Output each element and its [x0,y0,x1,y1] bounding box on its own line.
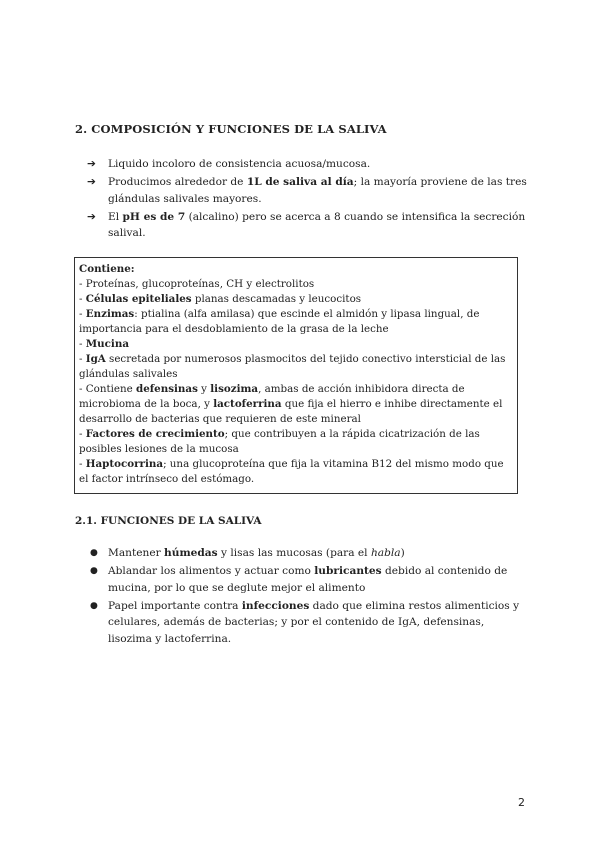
item-text: Liquido incoloro de consistencia acuosa/mucosa. [108,158,371,170]
item-text: Ablandar los alimentos y actuar como lubricantes debido al contenido de mucina, por lo que se deglute mejor el alimento [108,565,508,594]
section-heading: 2. COMPOSICIÓN Y FUNCIONES DE LA SALIVA [75,122,387,136]
box-line: - Enzimas: ptialina (alfa amilasa) que escinde el almidón y lipasa lingual, de importancia para el desdoblamiento de la grasa de la leche [79,308,480,335]
box-heading: Contiene: [79,263,135,275]
list-item [87,174,527,207]
functions-list [87,545,527,649]
list-item [87,563,527,596]
box-line: - Contiene defensinas y lisozima, ambas de acción inhibidora directa de microbioma de la boca, y lactoferrina que fija el hierro e inhibe directamente el desarrollo de bacterias que requieren de este mineral [79,383,503,425]
subsection-heading: 2.1. FUNCIONES DE LA SALIVA [75,515,262,527]
item-text: Mantener húmedas y lisas las mucosas (para el habla) [108,547,405,559]
page-number: 2 [518,796,525,809]
box-line: - IgA secretada por numerosos plasmocitos del tejido conectivo intersticial de las glándulas salivales [79,353,506,380]
arrow-icon: ➔ [87,210,96,223]
intro-list [87,156,527,243]
arrow-icon: ➔ [87,176,96,188]
list-item [87,598,527,648]
bullet-dot-icon: ● [90,548,98,558]
arrow-icon: ➔ [87,158,96,170]
box-line: - Proteínas, glucoproteínas, CH y electrolitos [79,278,315,290]
bullet-dot-icon: ● [90,566,98,576]
bullet-dot-icon: ● [90,600,98,611]
box-line: - Células epiteliales planas descamadas y leucocitos [79,293,362,305]
composition-box [74,257,518,494]
item-text: Producimos alrededor de 1L de saliva al día; la mayoría proviene de las tres glándulas salivales mayores. [108,176,527,205]
list-item [87,156,527,173]
box-line: - Factores de crecimiento; que contribuyen a la rápida cicatrización de las posibles lesiones de la mucosa [79,428,480,455]
item-text: El pH es de 7 (alcalino) pero se acerca a 8 cuando se intensifica la secreción salival. [108,210,526,239]
box-line: - Haptocorrina; una glucoproteína que fija la vitamina B12 del mismo modo que el factor intrínseco del estómago. [79,458,504,485]
list-item [87,545,527,562]
list-item [87,209,527,242]
box-line: - Mucina [79,338,129,350]
item-text: Papel importante contra infecciones dado que elimina restos alimenticios y celulares, además de bacterias; y por el contenido de IgA, defensinas, lisozima y lactoferrina. [108,599,520,645]
